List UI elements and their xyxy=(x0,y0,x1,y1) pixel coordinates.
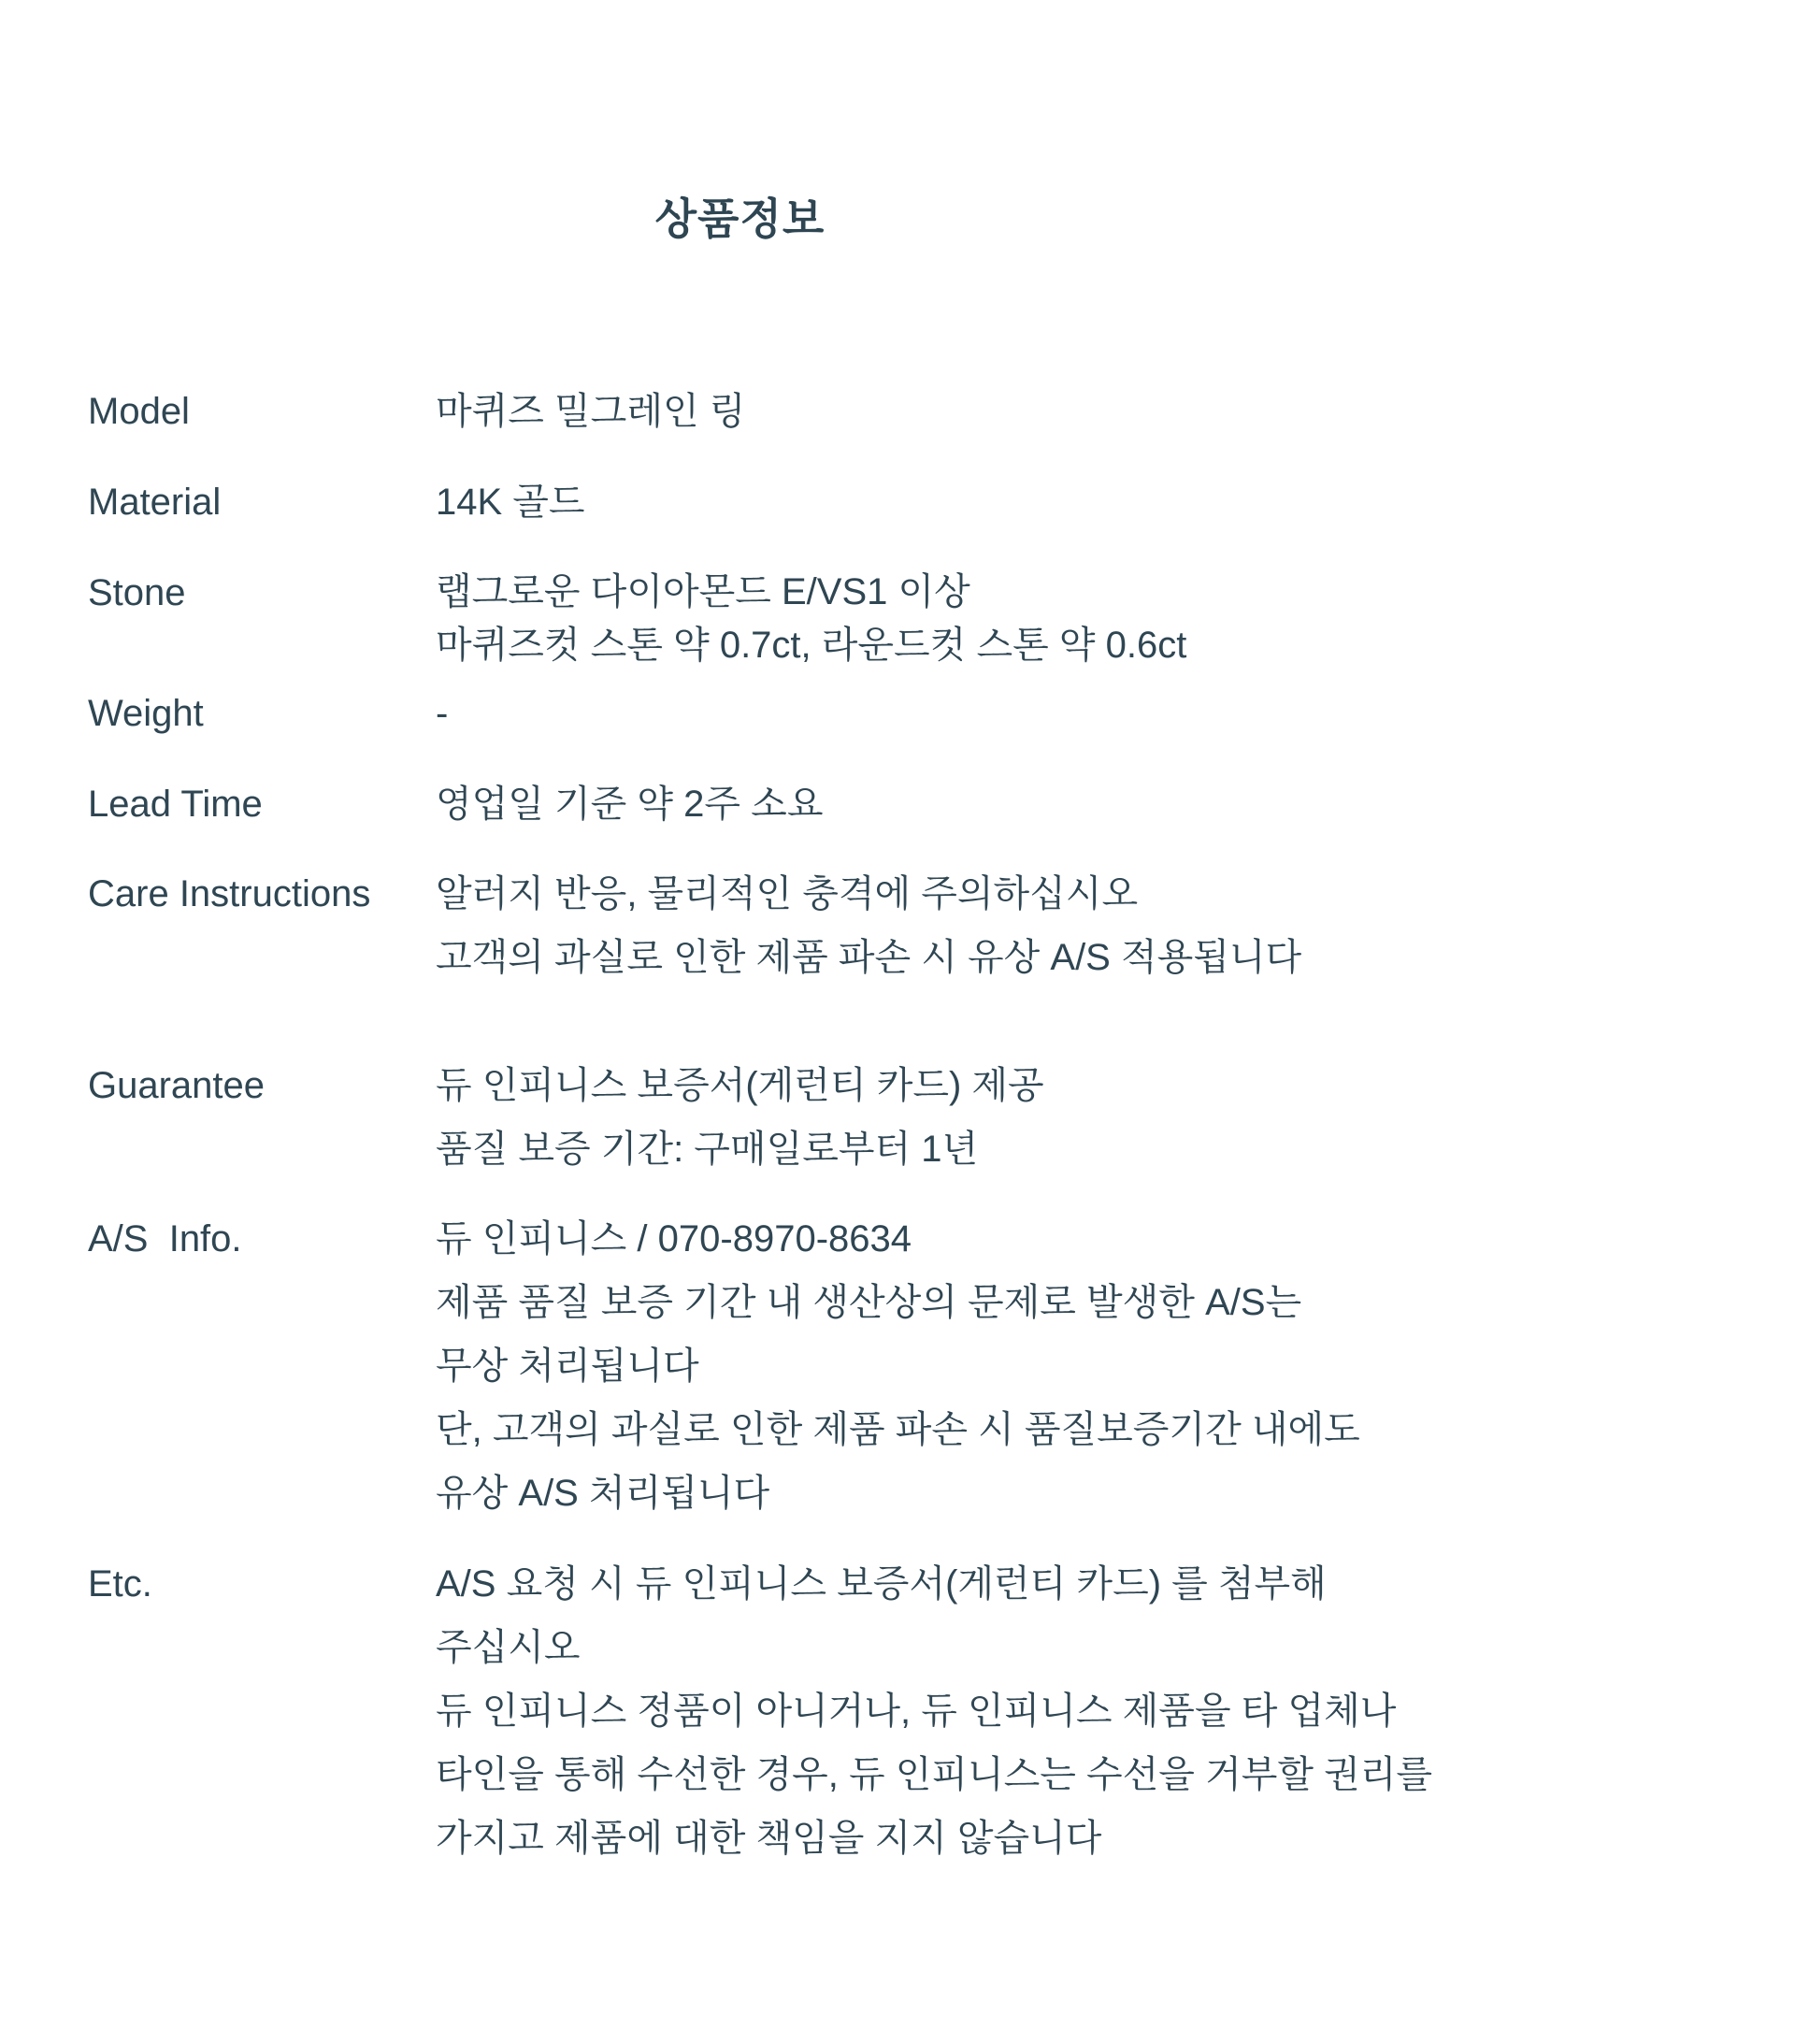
spec-label: Model xyxy=(88,391,190,432)
spec-value-line: 듀 인피니스 정품이 아니거나, 듀 인피니스 제품을 타 업체나 xyxy=(436,1691,1397,1732)
spec-value-line: 듀 인피니스 / 070-8970-8634 xyxy=(436,1218,912,1260)
spec-label: Etc. xyxy=(88,1563,152,1605)
spec-value xyxy=(436,1054,1651,1181)
spec-value-line: 마퀴즈컷 스톤 약 0.7ct, 라운드컷 스톤 약 0.6ct xyxy=(436,625,1187,666)
spec-value xyxy=(436,1552,1651,1870)
spec-value-line: 단, 고객의 과실로 인한 제품 파손 시 품질보증기간 내에도 xyxy=(436,1409,1360,1450)
spec-value-line: 타인을 통해 수선한 경우, 듀 인피니스는 수선을 거부할 권리를 xyxy=(436,1754,1433,1795)
spec-value-line: 무상 처리됩니다 xyxy=(436,1346,699,1387)
spec-value-line: 영업일 기준 약 2주 소요 xyxy=(436,784,824,825)
spec-label: Care Instructions xyxy=(88,873,371,914)
spec-value xyxy=(436,862,1651,989)
spec-value-line: 주십시오 xyxy=(436,1627,581,1668)
spec-label: Weight xyxy=(88,693,204,734)
spec-value xyxy=(436,772,1651,836)
spec-value-line: 품질 보증 기간: 구매일로부터 1년 xyxy=(436,1129,979,1170)
spec-value xyxy=(436,682,1651,745)
spec-value-line: 가지고 제품에 대한 책임을 지지 않습니다 xyxy=(436,1818,1102,1859)
spec-value-line: 알러지 반응, 물리적인 충격에 주의하십시오 xyxy=(436,873,1139,914)
spec-value-line: - xyxy=(436,693,449,734)
spec-value-line: 마퀴즈 밀그레인 링 xyxy=(436,391,746,432)
page-title: 상품정보 xyxy=(654,194,826,243)
spec-value-line: 듀 인피니스 보증서(게런티 카드) 제공 xyxy=(436,1065,1044,1106)
spec-value xyxy=(436,1207,1651,1525)
spec-label: Lead Time xyxy=(88,784,263,825)
spec-label: Stone xyxy=(88,572,186,613)
spec-label: Guarantee xyxy=(88,1065,266,1106)
spec-label: A/S Info. xyxy=(88,1218,242,1260)
spec-value-line: 제품 품질 보증 기간 내 생산상의 문제로 발생한 A/S는 xyxy=(436,1282,1302,1323)
spec-value-line: 랩그로운 다이아몬드 E/VS1 이상 xyxy=(436,571,970,612)
spec-label: Material xyxy=(88,482,222,523)
spec-value xyxy=(436,566,1651,672)
spec-value xyxy=(436,470,1651,534)
spec-value-line: 14K 골드 xyxy=(436,482,585,523)
spec-value-line: 유상 A/S 처리됩니다 xyxy=(436,1473,770,1514)
spec-value-line: 고객의 과실로 인한 제품 파손 시 유상 A/S 적용됩니다 xyxy=(436,937,1302,978)
spec-value xyxy=(436,380,1651,443)
spec-value-line: A/S 요청 시 듀 인피니스 보증서(게런티 카드) 를 첨부해 xyxy=(436,1563,1327,1605)
